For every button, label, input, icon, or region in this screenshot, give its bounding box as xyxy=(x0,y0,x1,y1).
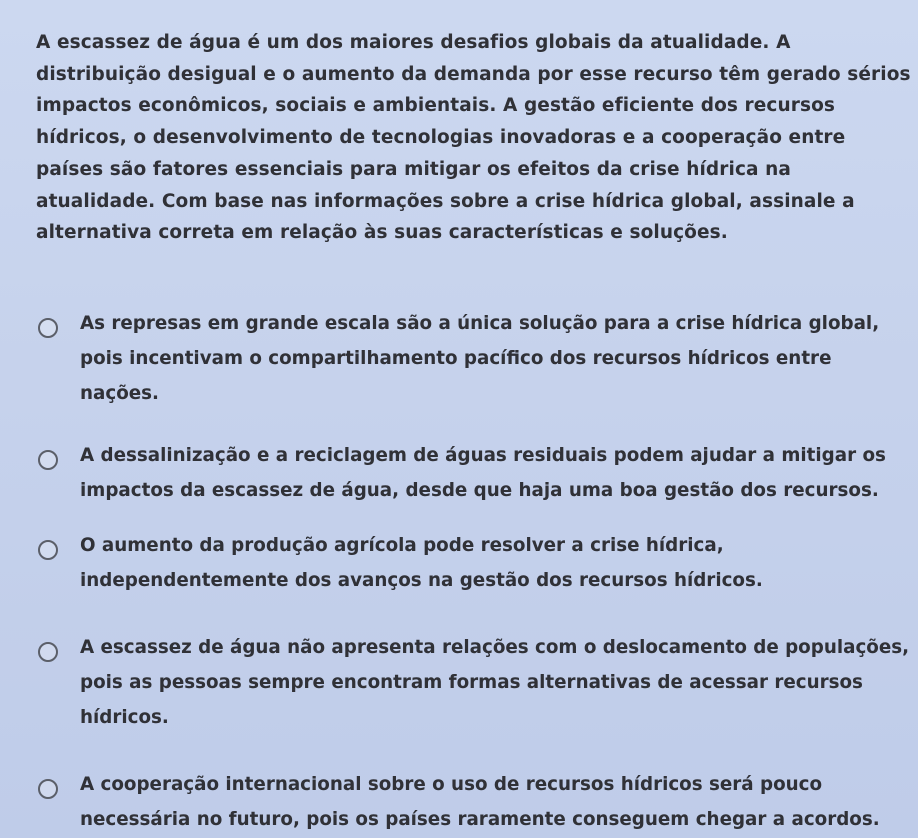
radio-button-icon[interactable] xyxy=(38,450,58,470)
option-e-text: A cooperação internacional sobre o uso de recursos hídricos será pouco necessária no futuro, pois os países raramente conseguem chegar a acordos. xyxy=(80,774,880,830)
option-a-text: As represas em grande escala são a única solução para a crise hídrica global, pois incentivam o compartilhamento pacífico dos recursos hídricos entre nações. xyxy=(80,313,880,404)
question-text: A escassez de água é um dos maiores desafios globais da atualidade. A distribuição desigual e o aumento da demanda por esse recurso têm gerado sérios impactos econômicos, sociais e ambientais. A gestão eficiente dos recursos hídricos, o desenvolvimento de tecnologias inovadoras e a cooperação entre países são fatores essenciais para mitigar os efeitos da crise hídrica na atualidade. Com base nas informações sobre a crise hídrica global, assinale a alternativa correta em relação às suas características e soluções. xyxy=(36,32,911,244)
radio-button-icon[interactable] xyxy=(38,642,58,662)
option-d[interactable] xyxy=(38,630,912,735)
option-d-text: A escassez de água não apresenta relações com o deslocamento de populações, pois as pessoas sempre encontram formas alternativas de acessar recursos hídricos. xyxy=(80,637,910,728)
option-a[interactable] xyxy=(38,306,912,411)
radio-button-icon[interactable] xyxy=(38,318,58,338)
radio-button-icon[interactable] xyxy=(38,779,58,799)
option-c-text: O aumento da produção agrícola pode resolver a crise hídrica, independentemente dos avanços na gestão dos recursos hídricos. xyxy=(80,535,763,591)
option-e[interactable] xyxy=(38,767,912,837)
radio-button-icon[interactable] xyxy=(38,540,58,560)
option-b[interactable] xyxy=(38,438,912,508)
option-c[interactable] xyxy=(38,528,912,598)
option-b-text: A dessalinização e a reciclagem de águas residuais podem ajudar a mitigar os impactos da escassez de água, desde que haja uma boa gestão dos recursos. xyxy=(80,445,886,501)
answer-options xyxy=(38,306,912,837)
